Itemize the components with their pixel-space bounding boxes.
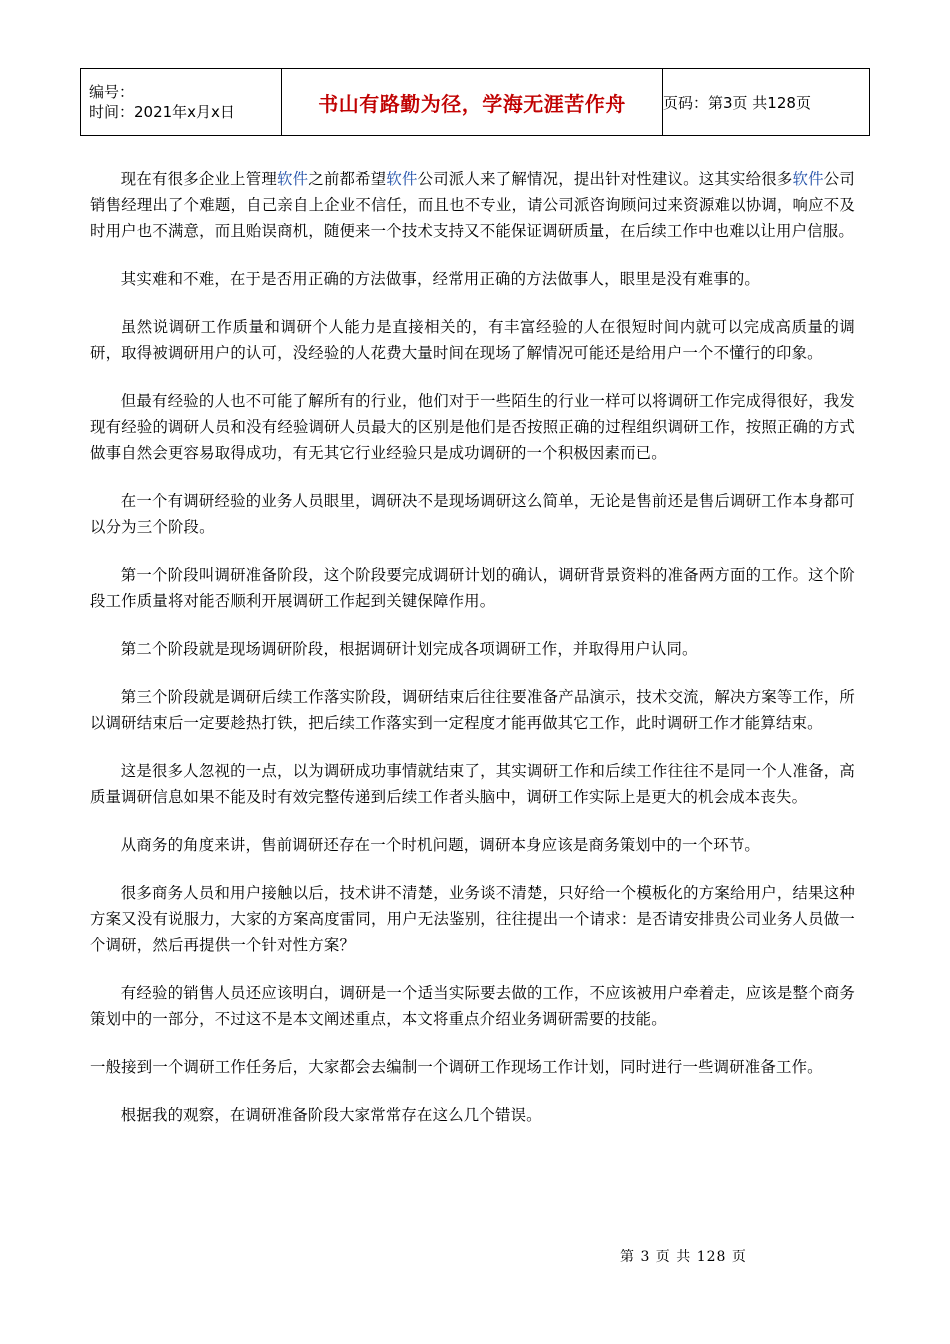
- paragraph-text: 公司派人来了解情况，提出针对性建议。这其实给很多: [417, 170, 793, 188]
- paragraph-2: 其实难和不难，在于是否用正确的方法做事，经常用正确的方法做事人，眼里是没有难事的。: [120, 270, 761, 288]
- paragraph-3: 虽然说调研工作质量和调研个人能力是直接相关的，有丰富经验的人在很短时间内就可以完成高质量的调研，取得被调研用户的认可，没经验的人花费大量时间在现场了解情况可能还是给用户一个不懂行的印象。: [90, 318, 855, 362]
- document-header: [80, 68, 870, 136]
- paragraph-7: 第二个阶段就是现场调研阶段，根据调研计划完成各项调研工作，并取得用户认同。: [120, 640, 698, 658]
- document-time-label: 时间：2021年x月x日: [89, 103, 235, 121]
- paragraph-text: 现在有很多企业上管理: [120, 170, 278, 188]
- paragraph-9: 这是很多人忽视的一点，以为调研成功事情就结束了，其实调研工作和后续工作往往不是同一个人准备，高质量调研信息如果不能及时有效完整传递到后续工作者头脑中，调研工作实际上是更大的机会成本丧失。: [90, 762, 855, 806]
- header-meta-cell: [81, 69, 282, 136]
- header-motto: 书山有路勤为径，学海无涯苦作舟: [282, 69, 663, 136]
- paragraph-12: 有经验的销售人员还应该明白，调研是一个适当实际要去做的工作，不应该被用户牵着走，应该是整个商务策划中的一部分，不过这不是本文阐述重点，本文将重点介绍业务调研需要的技能。: [90, 984, 855, 1028]
- paragraph-text: 公司销售经理出了个难题，自己亲自上企业不信任，而且也不专业，请公司派咨询顾问过来资源难以协调，响应不及时用户也不满意，而且贻误商机，随便来一个技术支持又不能保证调研质量，在后续工作中也难以让用户信服。: [90, 170, 855, 240]
- paragraph-11: 很多商务人员和用户接触以后，技术讲不清楚，业务谈不清楚，只好给一个模板化的方案给用户，结果这种方案又没有说服力，大家的方案高度雷同，用户无法鉴别，往往提出一个请求：是否请安排贵公司业务人员做一个调研，然后再提供一个针对性方案？: [90, 884, 855, 954]
- software-link[interactable]: 软件: [792, 170, 824, 188]
- paragraph-5: 在一个有调研经验的业务人员眼里，调研决不是现场调研这么简单，无论是售前还是售后调研工作本身都可以分为三个阶段。: [90, 492, 855, 536]
- paragraph-text: 之前都希望: [308, 170, 387, 188]
- paragraph-8: 第三个阶段就是调研后续工作落实阶段，调研结束后往往要准备产品演示，技术交流，解决方案等工作，所以调研结束后一定要趁热打铁，把后续工作落实到一定程度才能再做其它工作，此时调研工作才能算结束。: [90, 688, 855, 732]
- software-link[interactable]: 软件: [277, 170, 309, 188]
- paragraph-14: 根据我的观察，在调研准备阶段大家常常存在这么几个错误。: [120, 1106, 542, 1124]
- software-link[interactable]: 软件: [386, 170, 418, 188]
- paragraph-6: 第一个阶段叫调研准备阶段，这个阶段要完成调研计划的确认，调研背景资料的准备两方面的工作。这个阶段工作质量将对能否顺利开展调研工作起到关键保障作用。: [90, 566, 855, 610]
- header-page-info: 页码：第3页 共128页: [663, 69, 870, 136]
- document-code-label: 编号：: [89, 83, 135, 101]
- document-body: [90, 166, 855, 1150]
- paragraph-10: 从商务的角度来讲，售前调研还存在一个时机问题，调研本身应该是商务策划中的一个环节。: [120, 836, 761, 854]
- paragraph-1: [90, 166, 855, 244]
- paragraph-13: 一般接到一个调研工作任务后，大家都会去编制一个调研工作现场工作计划，同时进行一些调研准备工作。: [90, 1058, 823, 1076]
- page-footer: 第 3 页 共 128 页: [620, 1249, 747, 1265]
- paragraph-4: 但最有经验的人也不可能了解所有的行业，他们对于一些陌生的行业一样可以将调研工作完成得很好，我发现有经验的调研人员和没有经验调研人员最大的区别是他们是否按照正确的过程组织调研工作，按照正确的方式做事自然会更容易取得成功，有无其它行业经验只是成功调研的一个积极因素而已。: [90, 392, 855, 462]
